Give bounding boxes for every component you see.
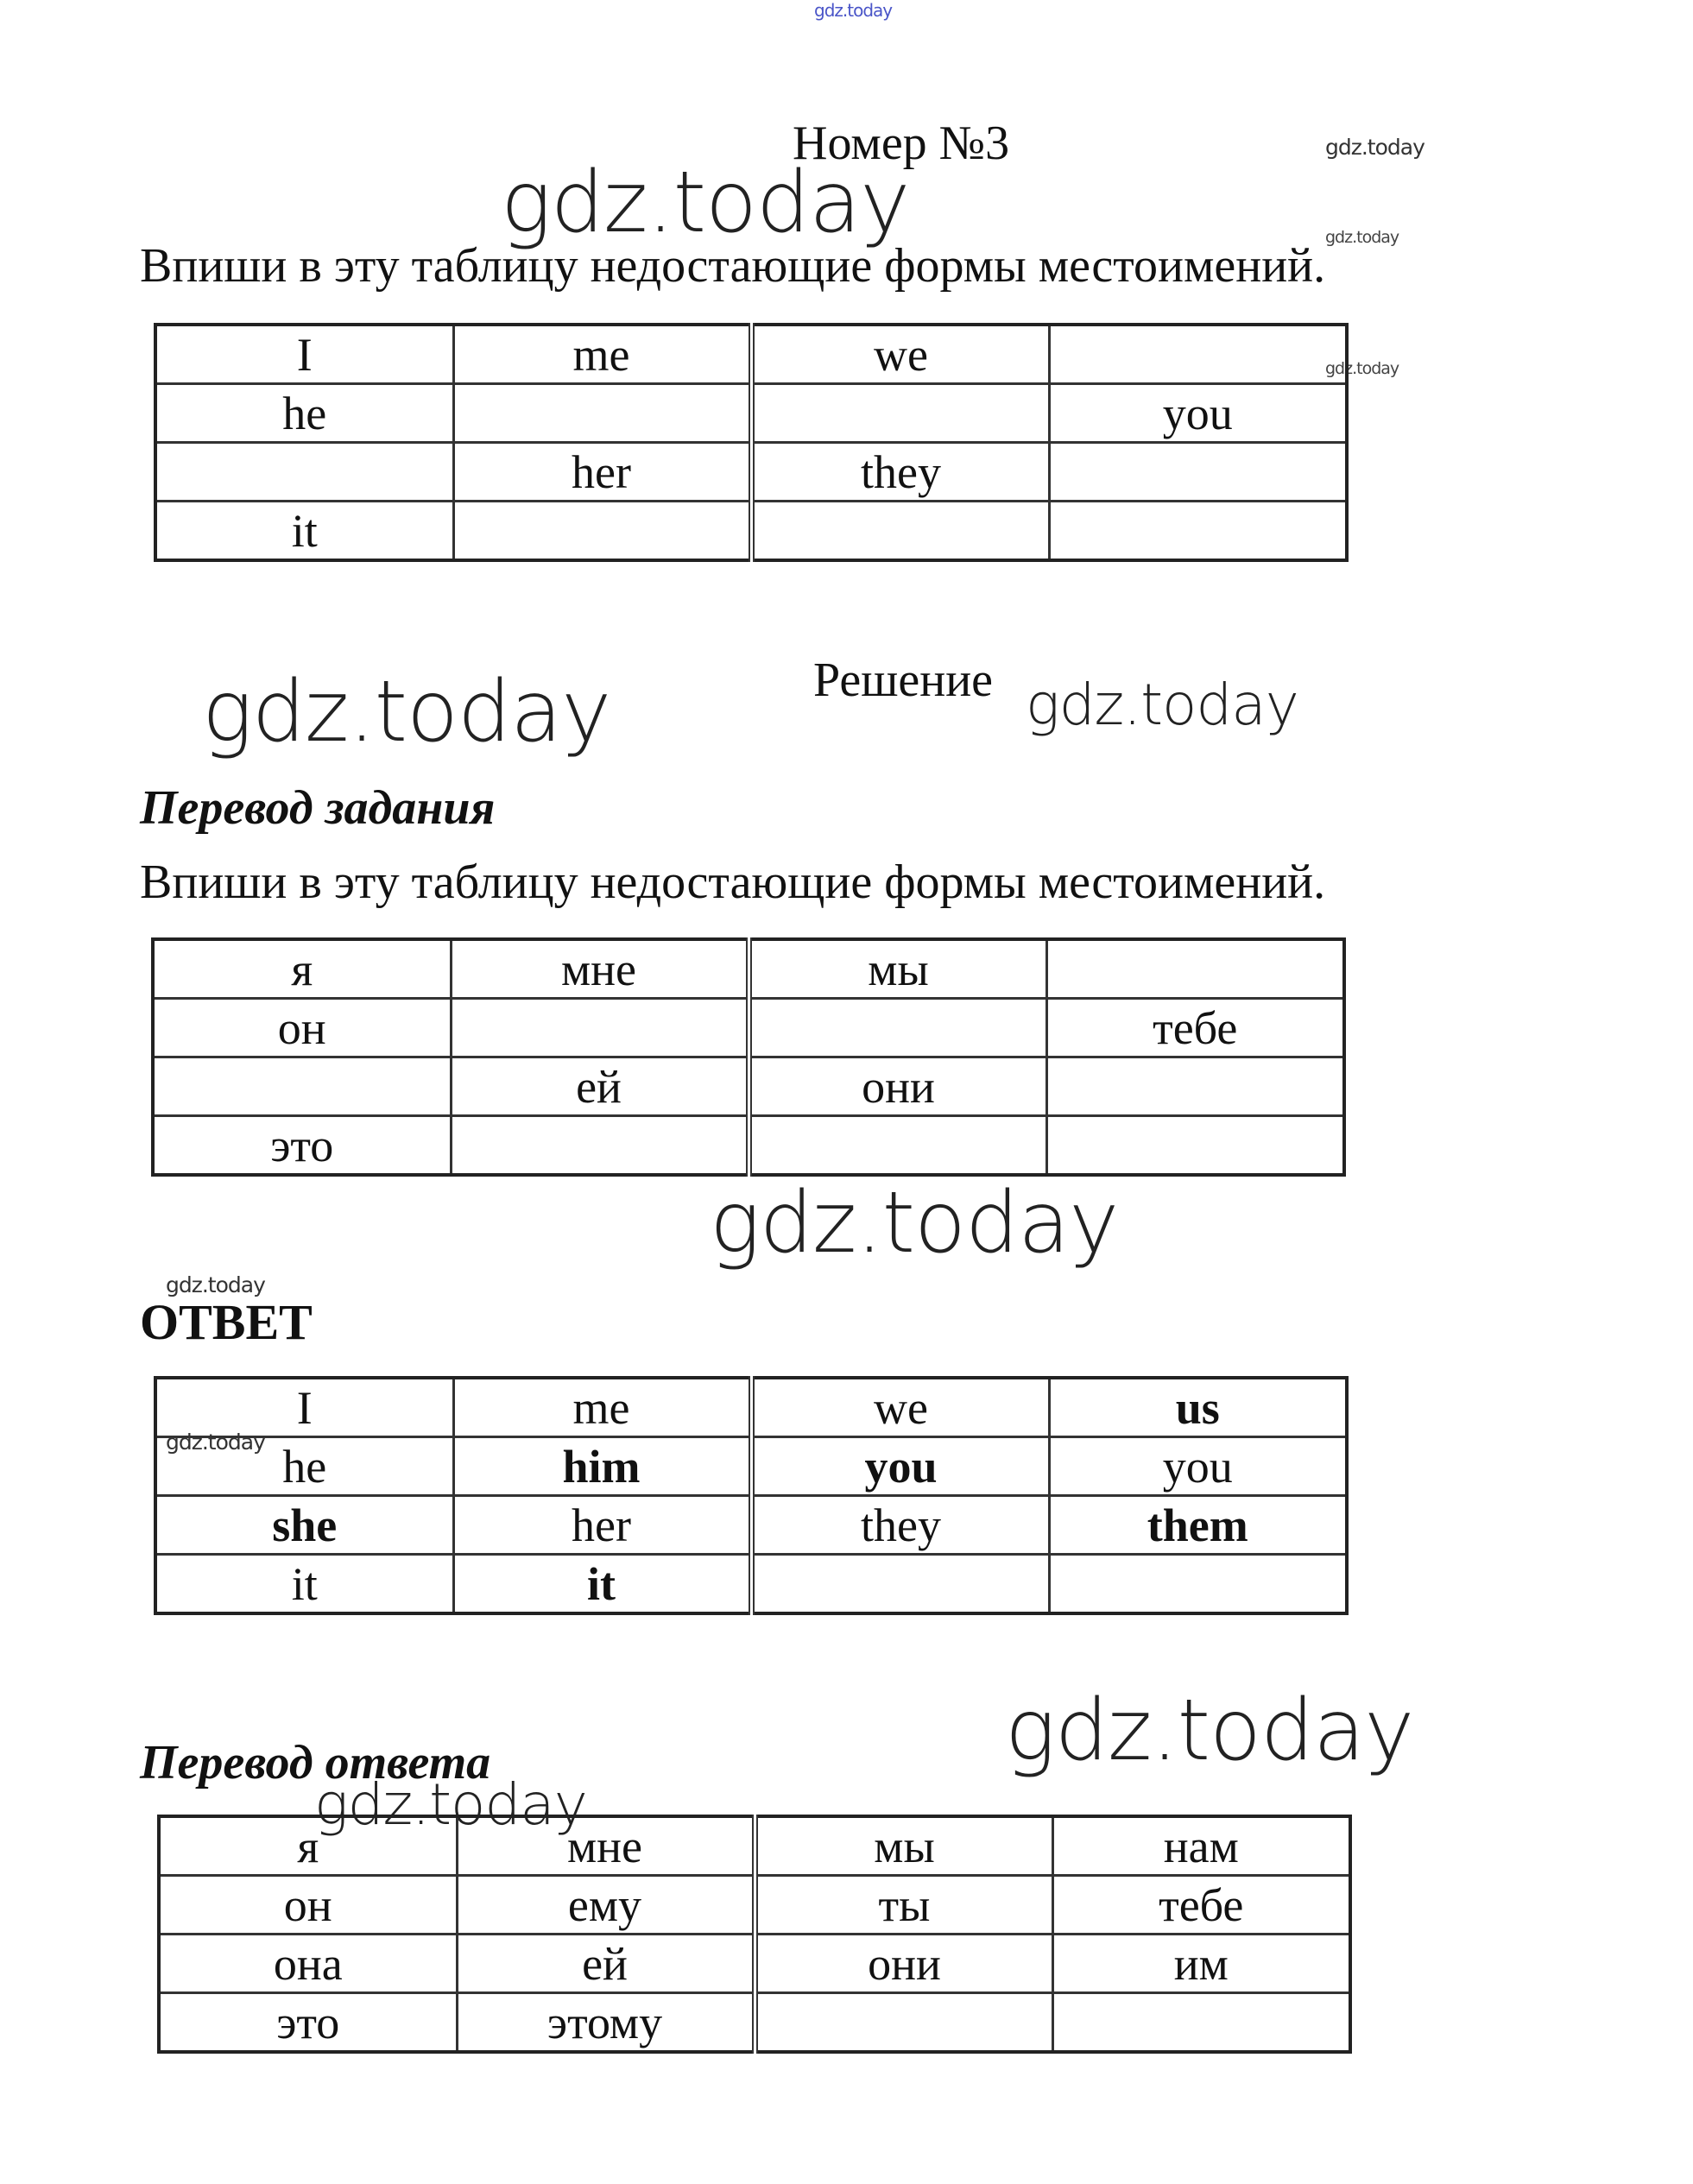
table-cell: этому (457, 1993, 755, 2053)
table-cell (749, 999, 1046, 1057)
table-cell: he (155, 384, 453, 443)
table-cell: нам (1052, 1816, 1350, 1876)
table-cell: это (153, 1116, 451, 1176)
table-cell: мне (457, 1816, 755, 1876)
table-cell: ты (755, 1876, 1052, 1935)
table-cell (1046, 1116, 1344, 1176)
table-cell: тебе (1052, 1876, 1350, 1935)
page-title: Номер №3 (793, 117, 1010, 170)
watermark-large: gdz.today (710, 1174, 1119, 1272)
solution-label: Решение (813, 653, 994, 707)
answer-heading: ОТВЕТ (140, 1294, 313, 1350)
watermark-medium: gdz.today (1026, 672, 1298, 738)
table-cell: us (1049, 1378, 1347, 1437)
table-cell: me (453, 1378, 751, 1437)
table-cell: они (749, 1057, 1046, 1116)
answer-translation-heading: Перевод ответа (140, 1736, 491, 1789)
table-cell: они (755, 1935, 1052, 1993)
table-cell: we (751, 325, 1049, 384)
table-row (155, 1555, 1347, 1614)
table-cell (451, 999, 749, 1057)
watermark-large: gdz.today (501, 154, 910, 252)
table-cell: она (159, 1935, 457, 1993)
table-cell: я (159, 1816, 457, 1876)
watermark-large: gdz.today (1005, 1682, 1414, 1780)
table-cell (751, 502, 1049, 561)
answer-translation-table (157, 1815, 1352, 2054)
table-cell: ему (457, 1876, 755, 1935)
table-cell: он (153, 999, 451, 1057)
table-cell: it (453, 1555, 751, 1614)
table-row (155, 1496, 1347, 1555)
table-row (155, 443, 1347, 502)
table-cell: she (155, 1496, 453, 1555)
table-cell: мы (749, 939, 1046, 999)
table-cell: it (155, 502, 453, 561)
table-cell: он (159, 1876, 457, 1935)
watermark-small: gdz.today (1325, 359, 1399, 378)
table-cell: I (155, 325, 453, 384)
table-row (153, 1116, 1344, 1176)
task-translation-heading: Перевод задания (140, 781, 496, 835)
table-cell: you (751, 1437, 1049, 1496)
watermark-small: gdz.today (166, 1430, 265, 1455)
table-cell (451, 1116, 749, 1176)
watermark-large: gdz.today (202, 663, 611, 761)
table-row (159, 1816, 1350, 1876)
table-cell: you (1049, 384, 1347, 443)
table-cell: им (1052, 1935, 1350, 1993)
table-cell: я (153, 939, 451, 999)
table-row (153, 939, 1344, 999)
table-cell (453, 502, 751, 561)
table-cell (751, 384, 1049, 443)
table-cell (1046, 1057, 1344, 1116)
watermark-small: gdz.today (166, 1272, 265, 1297)
table-cell (1052, 1993, 1350, 2053)
table-cell: тебе (1046, 999, 1344, 1057)
table-cell: him (453, 1437, 751, 1496)
table-cell: they (751, 443, 1049, 502)
table-cell (1049, 325, 1347, 384)
table-row (155, 502, 1347, 561)
table-row (153, 999, 1344, 1057)
table-cell (155, 443, 453, 502)
table-cell (749, 1116, 1046, 1176)
table-cell: мы (755, 1816, 1052, 1876)
answer-table (154, 1376, 1349, 1615)
task-translation-table (151, 937, 1346, 1177)
table-cell: we (751, 1378, 1049, 1437)
table-cell (1049, 502, 1347, 561)
table-cell (751, 1555, 1049, 1614)
table-cell: ей (457, 1935, 755, 1993)
task-text: Впиши в эту таблицу недостающие формы местоимений. (140, 239, 1326, 293)
table-cell: это (159, 1993, 457, 2053)
table-cell: I (155, 1378, 453, 1437)
table-row (159, 1993, 1350, 2053)
table-row (155, 1378, 1347, 1437)
table-cell: they (751, 1496, 1049, 1555)
table-cell (1046, 939, 1344, 999)
table-cell (453, 384, 751, 443)
table-cell (153, 1057, 451, 1116)
table-row (153, 1057, 1344, 1116)
table-row (159, 1876, 1350, 1935)
task-translation-text: Впиши в эту таблицу недостающие формы местоимений. (140, 855, 1326, 909)
table-cell (755, 1993, 1052, 2053)
table-cell (1049, 1555, 1347, 1614)
table-cell: мне (451, 939, 749, 999)
watermark-small: gdz.today (1325, 228, 1399, 247)
table-cell: her (453, 443, 751, 502)
table-cell: he (155, 1437, 453, 1496)
table-row (155, 384, 1347, 443)
table-cell (1049, 443, 1347, 502)
table-cell: it (155, 1555, 453, 1614)
watermark-small: gdz.today (1325, 135, 1425, 160)
table-row (155, 325, 1347, 384)
table-cell: you (1049, 1437, 1347, 1496)
table-cell: me (453, 325, 751, 384)
table-cell: her (453, 1496, 751, 1555)
table-row (155, 1437, 1347, 1496)
watermark-top: gdz.today (814, 0, 893, 21)
watermark-medium: gdz.today (314, 1771, 587, 1838)
table-cell: them (1049, 1496, 1347, 1555)
table-cell: ей (451, 1057, 749, 1116)
table-row (159, 1935, 1350, 1993)
task-table (154, 323, 1349, 562)
